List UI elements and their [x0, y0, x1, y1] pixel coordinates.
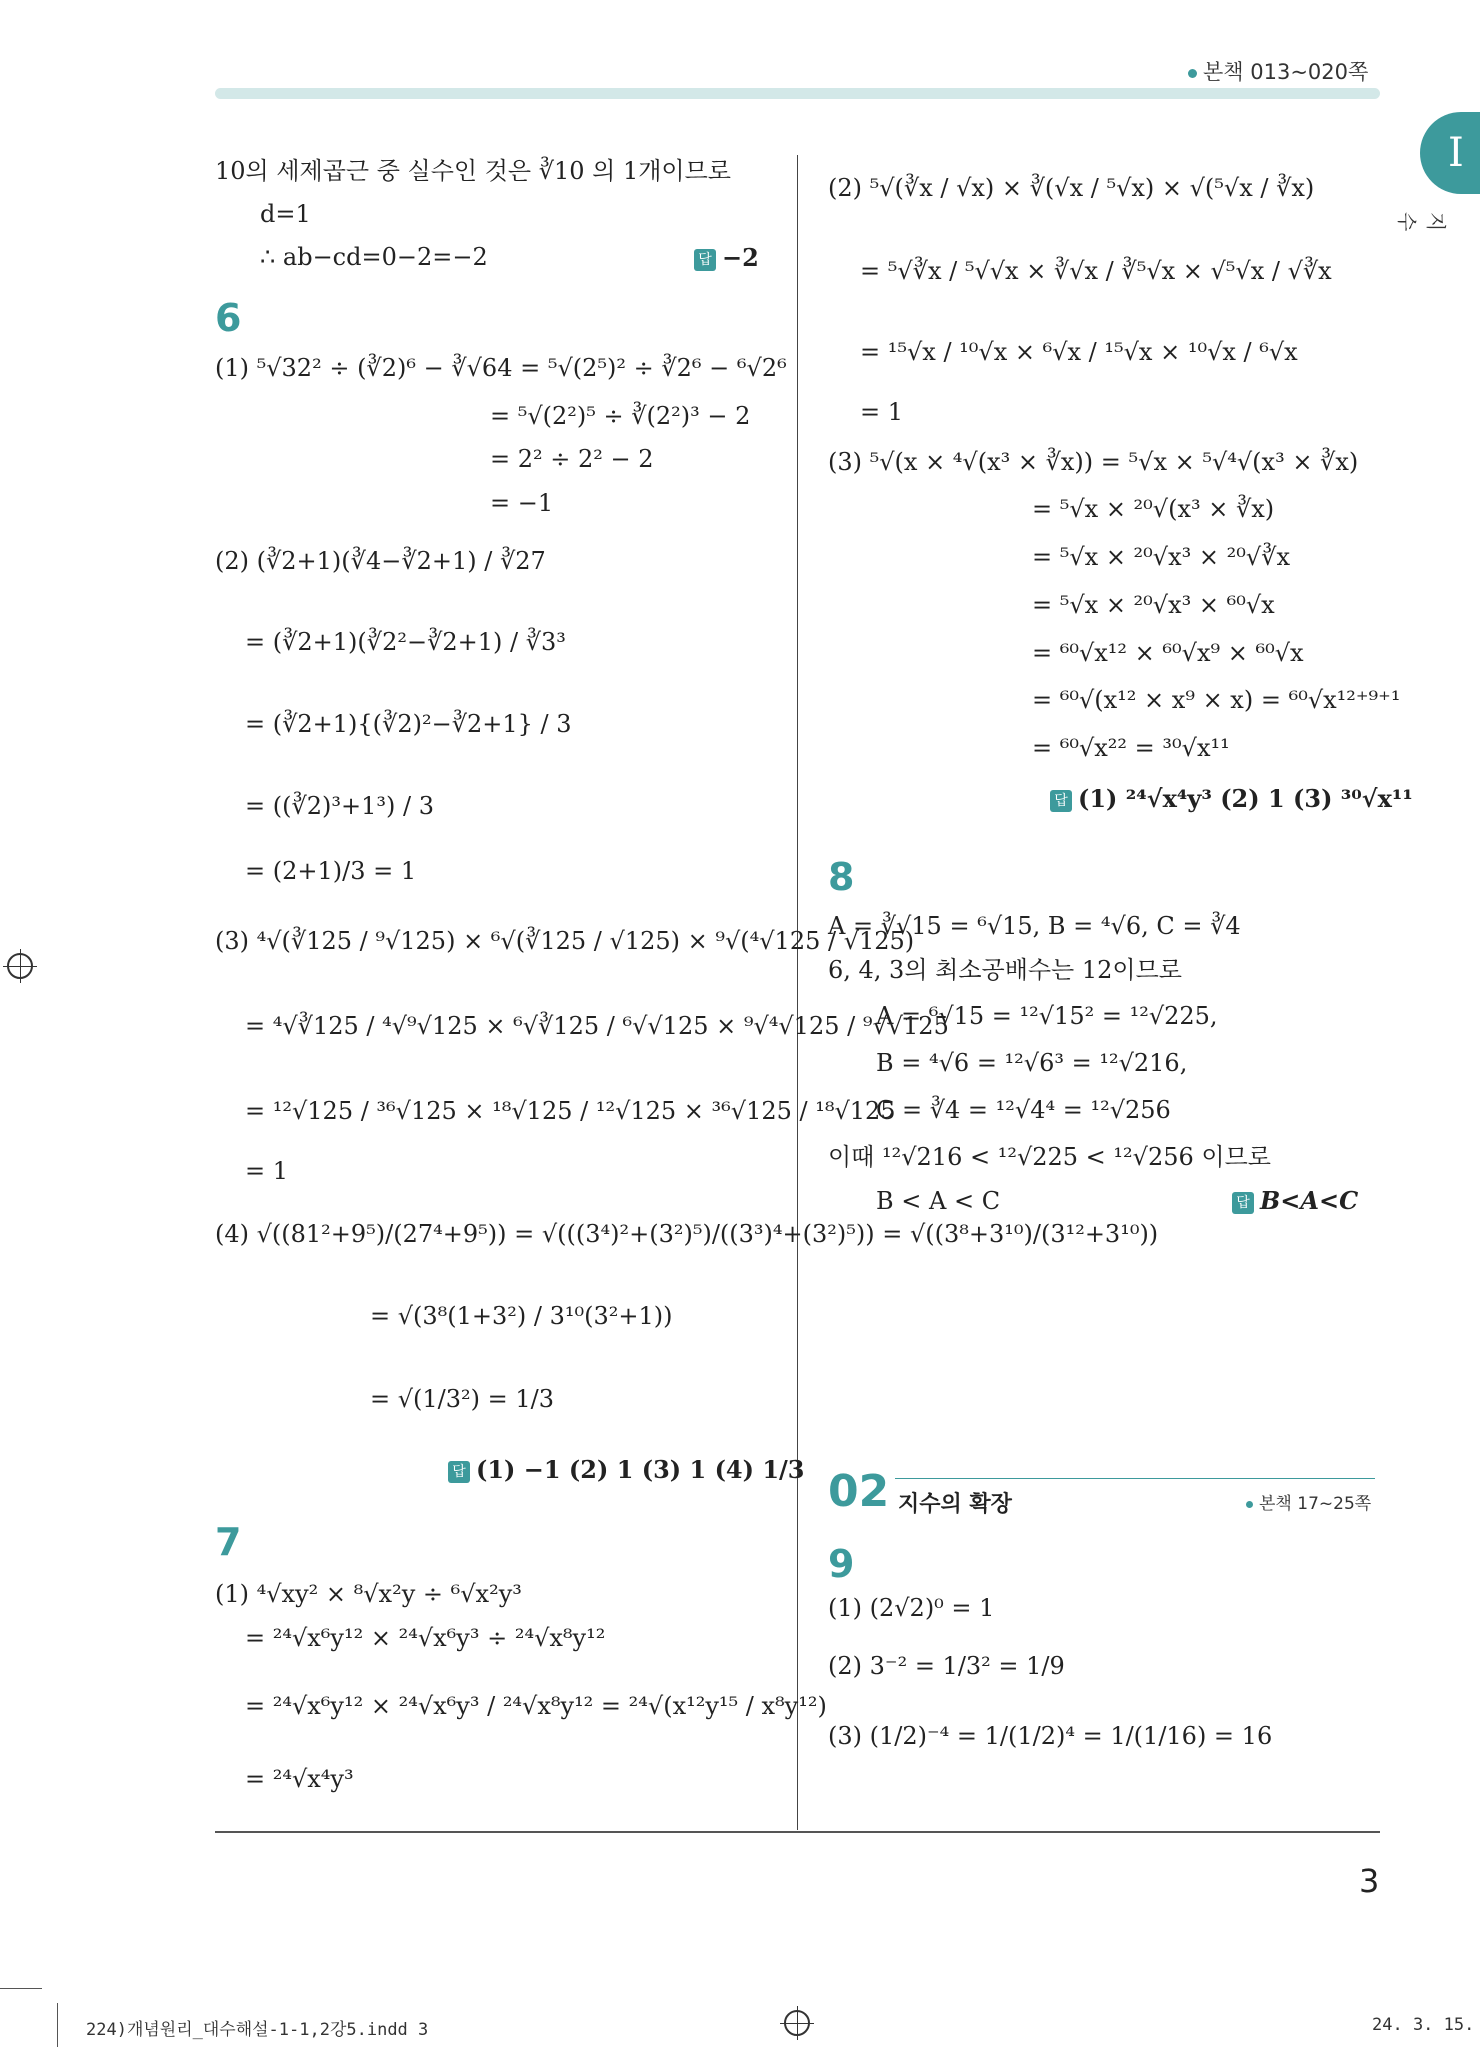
solution-line: = ¹⁵√x / ¹⁰√x × ⁶√x / ¹⁵√x × ¹⁰√x / ⁶√x: [860, 338, 1298, 366]
column-divider: [797, 155, 798, 1830]
answer-badge-icon: 답: [1232, 1192, 1254, 1214]
intro-answer: 답 −2: [694, 243, 759, 272]
crop-mark: [0, 1988, 42, 1989]
solution-line: = 1: [860, 398, 904, 426]
solution-line: = 1: [245, 1157, 289, 1185]
solution-line: B = ⁴√6 = ¹²√6³ = ¹²√216,: [876, 1049, 1188, 1077]
answer-badge-icon: 답: [448, 1461, 470, 1483]
solution-line: = ⁵√∛x / ⁵√√x × ∛√x / ∛⁵√x × √⁵√x / √∛x: [860, 257, 1332, 285]
problem-6-answer: 답 (1) −1 (2) 1 (3) 1 (4) 1/3: [448, 1455, 805, 1484]
solution-line: = ¹²√125 / ³⁶√125 × ¹⁸√125 / ¹²√125 × ³⁶√125 / ¹⁸√125: [245, 1097, 896, 1125]
solution-line: = ²⁴√x⁶y¹² × ²⁴√x⁶y³ ÷ ²⁴√x⁸y¹²: [245, 1624, 606, 1652]
page-number: 3: [1359, 1862, 1380, 1900]
solution-line: = ((∛2)³+1³) / 3: [245, 792, 434, 820]
solution-line: = (∛2+1)(∛2²−∛2+1) / ∛3³: [245, 628, 566, 656]
solution-line: A = ⁶√15 = ¹²√15² = ¹²√225,: [876, 1002, 1218, 1030]
solution-line: = ⁴√∛125 / ⁴√⁹√125 × ⁶√∛125 / ⁶√√125 × ⁹√⁴√125 / ⁹√√125: [245, 1012, 949, 1040]
section-reference: 본책 17~25쪽: [1246, 1489, 1371, 1514]
footer-filename: 224)개념원리_대수해설-1-1,2강5.indd 3: [86, 2020, 429, 2040]
solution-line: = ⁶⁰√x²² = ³⁰√x¹¹: [1032, 734, 1230, 762]
intro-line: 10의 세제곱근 중 실수인 것은 ∛10 의 1개이므로: [215, 157, 731, 185]
problem-number-7: 7: [215, 1520, 242, 1564]
registration-mark-icon: [784, 2010, 810, 2036]
solution-line: (2) (∛2+1)(∛4−∛2+1) / ∛27: [215, 547, 546, 575]
solution-line: = ⁵√(2²)⁵ ÷ ∛(2²)³ − 2: [490, 402, 751, 430]
solution-line: = √(1/3²) = 1/3: [370, 1385, 554, 1413]
solution-line: 이때 ¹²√216 < ¹²√225 < ¹²√256 이므로: [828, 1143, 1271, 1171]
solution-line: = ⁶⁰√(x¹² × x⁹ × x) = ⁶⁰√x¹²⁺⁹⁺¹: [1032, 686, 1401, 714]
solution-line: = −1: [490, 489, 554, 517]
solution-line: A = ∛√15 = ⁶√15, B = ⁴√6, C = ∛4: [828, 912, 1241, 940]
intro-line: d=1: [260, 200, 311, 228]
problem-7-answer: 답 (1) ²⁴√x⁴y³ (2) 1 (3) ³⁰√x¹¹: [1050, 784, 1413, 813]
footer-date: 24. 3. 15.: [1372, 2015, 1475, 2035]
solution-line: = √(3⁸(1+3²) / 3¹⁰(3²+1)): [370, 1302, 673, 1330]
section-number: 02: [828, 1466, 890, 1517]
section-title: 지수의 확장: [898, 1492, 1012, 1517]
problem-number-6: 6: [215, 296, 242, 340]
bullet-dot-icon: [1246, 1501, 1253, 1508]
solution-line: C = ∛4 = ¹²√4⁴ = ¹²√256: [876, 1096, 1171, 1124]
chapter-tab: I: [1420, 112, 1480, 194]
top-bar-decoration: [215, 88, 1380, 99]
solution-line: (3) ⁴√(∛125 / ⁹√125) × ⁶√(∛125 / √125) × ⁹√(⁴√125 / √125): [215, 927, 915, 955]
solution-line: = ⁶⁰√x¹² × ⁶⁰√x⁹ × ⁶⁰√x: [1032, 639, 1304, 667]
problem-number-8: 8: [828, 855, 855, 899]
solution-line: (1) (2√2)⁰ = 1: [828, 1594, 995, 1622]
solution-line: 6, 4, 3의 최소공배수는 12이므로: [828, 956, 1182, 984]
solution-line: = ²⁴√x⁴y³: [245, 1765, 354, 1793]
bottom-rule: [215, 1831, 1380, 1833]
solution-line: (4) √((81²+9⁵)/(27⁴+9⁵)) = √(((3⁴)²+(3²)⁵)/((3³)⁴+(3²)⁵)) = √((3⁸+3¹⁰)/(3¹²+3¹⁰)): [215, 1220, 1159, 1248]
solution-line: B < A < C: [876, 1187, 1001, 1215]
solution-line: = ⁵√x × ²⁰√x³ × ⁶⁰√x: [1032, 591, 1275, 619]
solution-line: = ⁵√x × ²⁰√(x³ × ∛x): [1032, 495, 1275, 523]
solution-line: = ²⁴√x⁶y¹² × ²⁴√x⁶y³ / ²⁴√x⁸y¹² = ²⁴√(x¹²y¹⁵ / x⁸y¹²): [245, 1692, 827, 1720]
solution-line: = ⁵√x × ²⁰√x³ × ²⁰√∛x: [1032, 543, 1290, 571]
solution-line: (2) 3⁻² = 1/3² = 1/9: [828, 1652, 1065, 1680]
solution-line: (1) ⁵√32² ÷ (∛2)⁶ − ∛√64 = ⁵√(2⁵)² ÷ ∛2⁶ − ⁶√2⁶: [215, 354, 787, 382]
solution-line: = 2² ÷ 2² − 2: [490, 445, 654, 473]
problem-8-answer: 답 B<A<C: [1232, 1186, 1358, 1215]
answer-badge-icon: 답: [694, 249, 716, 271]
solution-line: (3) ⁵√(x × ⁴√(x³ × ∛x)) = ⁵√x × ⁵√⁴√(x³ × ∛x): [828, 448, 1359, 476]
solution-line: = (2+1)/3 = 1: [245, 857, 417, 885]
chapter-tab-label: 지수: [1395, 212, 1448, 232]
solution-line: = (∛2+1){(∛2)²−∛2+1} / 3: [245, 710, 572, 738]
solution-line: (1) ⁴√xy² × ⁸√x²y ÷ ⁶√x²y³: [215, 1580, 522, 1608]
problem-number-9: 9: [828, 1542, 855, 1586]
solution-line: (3) (1/2)⁻⁴ = 1/(1/2)⁴ = 1/(1/16) = 16: [828, 1722, 1273, 1750]
bullet-dot-icon: [1188, 69, 1197, 78]
answer-badge-icon: 답: [1050, 790, 1072, 812]
intro-line: ∴ ab−cd=0−2=−2: [260, 243, 488, 271]
page-reference: 본책 013~020쪽: [1188, 56, 1368, 86]
solution-line: (2) ⁵√(∛x / √x) × ∛(√x / ⁵√x) × √(⁵√x / ∛x): [828, 174, 1315, 202]
crop-mark: [57, 2003, 58, 2047]
registration-mark-icon: [7, 953, 33, 979]
section-underline: [895, 1478, 1375, 1479]
